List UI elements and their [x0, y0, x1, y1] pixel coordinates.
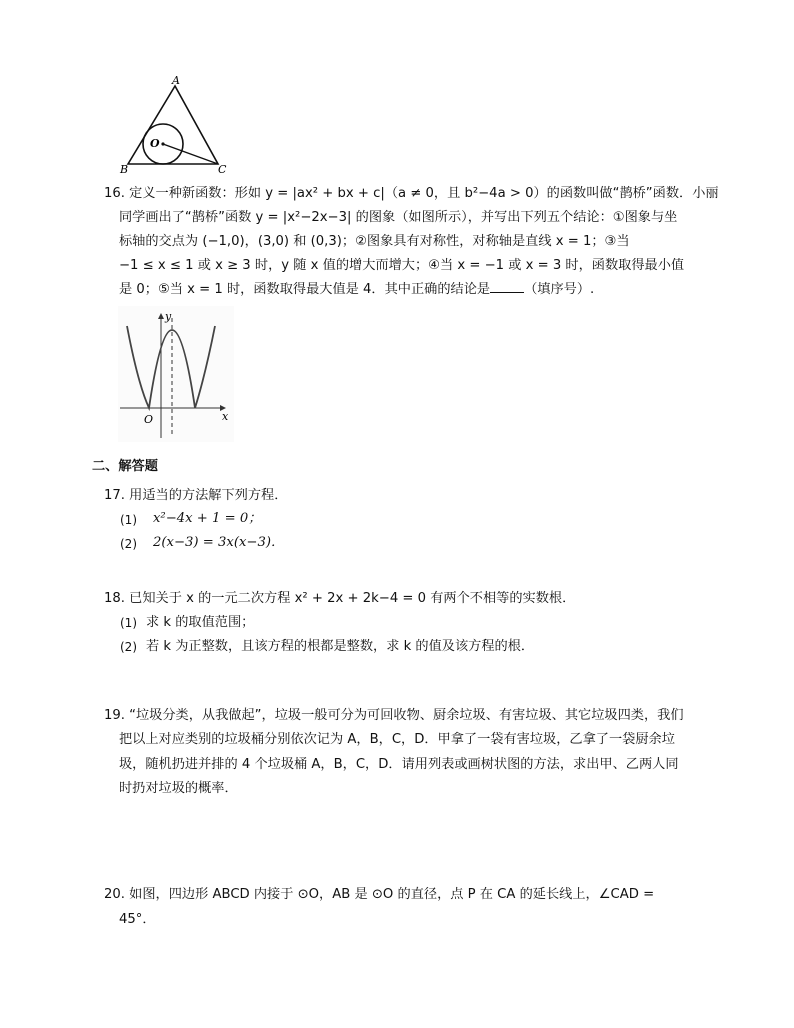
label-o: O: [150, 137, 160, 150]
label-a: A: [172, 74, 180, 87]
graph-label-o: O: [144, 413, 154, 426]
q18-part-2-num: (2): [120, 640, 137, 654]
q18-part-2-text: 若 k 为正整数，且该方程的根都是整数，求 k 的值及该方程的根．: [146, 639, 535, 654]
q16-line-5: [119, 280, 594, 300]
q20-line-1: 20. 如图，四边形 ABCD 内接于 ⊙O，AB 是 ⊙O 的直径，点 P 在 CA 的延长线上，∠CAD =: [104, 887, 655, 902]
q19-line-2: 把以上对应类别的垃圾桶分别依次记为 A，B，C，D．甲拿了一袋有害垃圾，乙拿了一袋厨余垃: [119, 732, 675, 747]
q17-part-2-eq: 2(x−3) = 3x(x−3)．: [153, 535, 285, 550]
q18-part-1-text: 求 k 的取值范围；: [146, 615, 255, 630]
label-c: C: [218, 163, 227, 176]
q17-part-1-eq: x²−4x + 1 = 0；: [153, 511, 262, 526]
q16-line-1: 16. 定义一种新函数：形如 y = |ax² + bx + c|（a ≠ 0，且 b²−4a > 0）的函数叫做“鹊桥”函数．小丽: [104, 186, 719, 201]
graph-label-x: x: [222, 410, 229, 423]
function-graph-figure: [118, 306, 234, 442]
q18-stem: 18. 已知关于 x 的一元二次方程 x² + 2x + 2k−4 = 0 有两个不相等的实数根．: [104, 591, 576, 606]
q20-line-2: 45°．: [119, 912, 156, 927]
q18-part-1-num: (1): [120, 616, 137, 630]
segment-oc: [163, 144, 218, 164]
q17-stem: 17. 用适当的方法解下列方程．: [104, 488, 288, 503]
q17-part-1-num: (1): [120, 513, 137, 527]
q16-line-2: 同学画出了“鹊桥”函数 y = |x²−2x−3| 的图象（如图所示），并写出下列五个结论：①图象与坐: [119, 210, 678, 225]
q19-line-1: 19. “垃圾分类，从我做起”，垃圾一般可分为可回收物、厨余垃圾、有害垃圾、其它垃圾四类，我们: [104, 708, 684, 723]
graph-label-y: y: [165, 310, 172, 323]
section-title: 二、解答题: [92, 459, 158, 474]
triangle-circle-figure: [112, 74, 236, 178]
q19-line-4: 时扔对垃圾的概率．: [119, 781, 238, 796]
answer-blank[interactable]: [490, 280, 524, 293]
label-b: B: [120, 163, 129, 176]
q16-line-5-tail: （填序号）.: [524, 282, 595, 297]
q16-line-5-text: 是 0；⑤当 x = 1 时，函数取得最大值是 4．其中正确的结论是: [119, 282, 491, 297]
q16-line-4: −1 ≤ x ≤ 1 或 x ≥ 3 时，y 随 x 值的增大而增大；④当 x = −1 或 x = 3 时，函数取得最小值: [119, 258, 685, 273]
q17-part-2-num: (2): [120, 537, 137, 551]
q16-line-3: 标轴的交点为 (−1,0)，(3,0) 和 (0,3)；②图象具有对称性，对称轴是直线 x = 1；③当: [119, 234, 630, 249]
point-o: [161, 142, 164, 145]
q19-line-3: 圾，随机扔进并排的 4 个垃圾桶 A，B，C，D．请用列表或画树状图的方法，求出甲、乙两人同: [119, 757, 679, 772]
triangle-abc: [128, 86, 218, 164]
